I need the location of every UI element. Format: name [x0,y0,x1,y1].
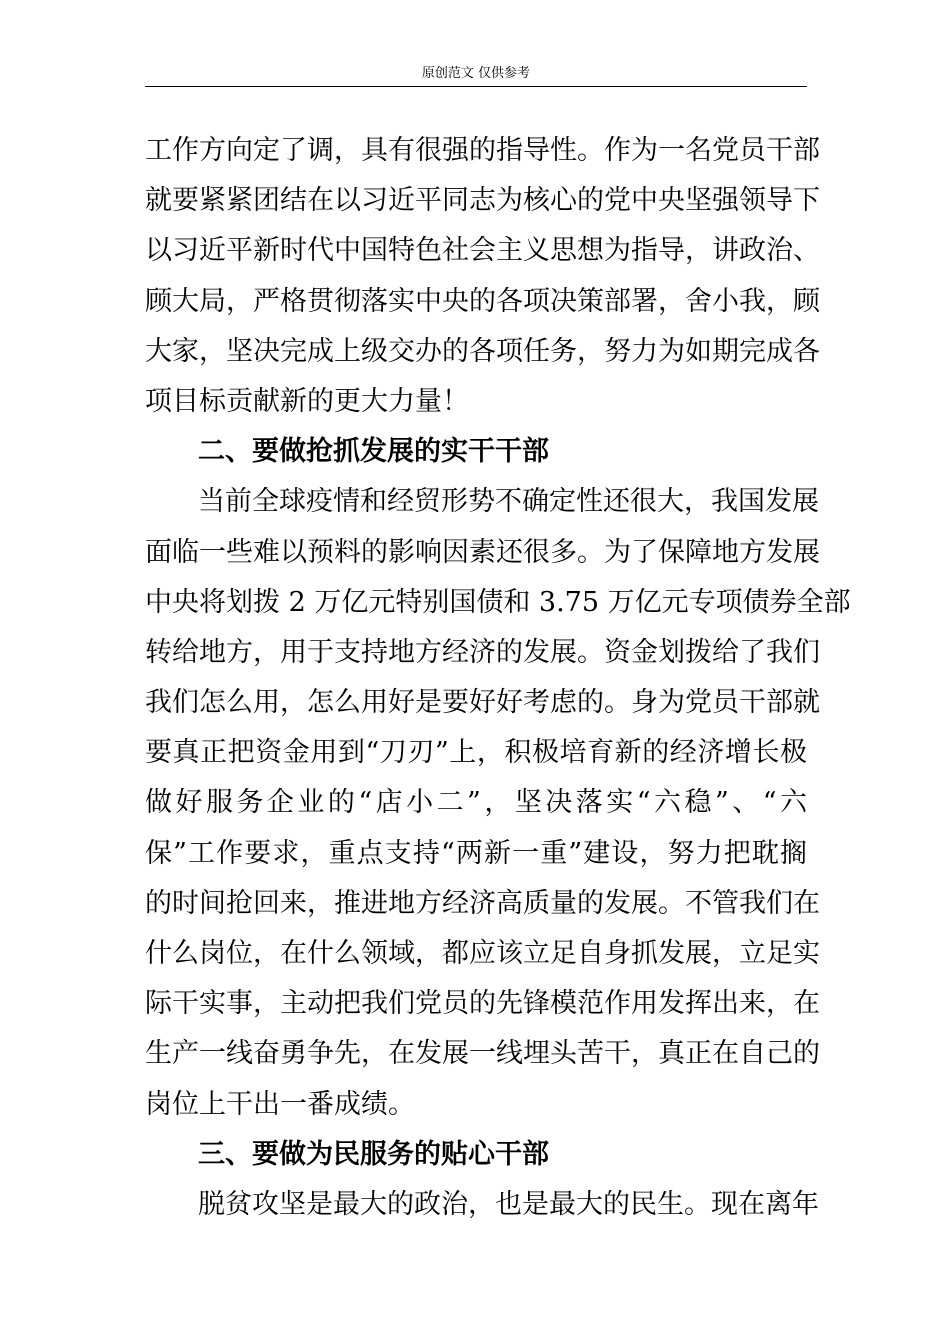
text-line: 脱贫攻坚是最大的政治，也是最大的民生。现在离年 [198,1188,819,1220]
text-line: 生产一线奋勇争先，在发展一线埋头苦干，真正在自己的 [145,1038,820,1070]
text-line: 的时间抢回来，推进地方经济高质量的发展。不管我们在 [145,887,820,919]
text-line: 岗位上干出一番成绩。 [145,1088,415,1120]
text-line: 顾大局，严格贯彻落实中央的各项决策部署，舍小我，顾 [145,285,820,317]
header-text: 原创范文 仅供参考 [421,66,531,81]
text-line: 项目标贡献新的更大力量！ [145,385,469,417]
text-line: 大家，坚决完成上级交办的各项任务，努力为如期完成各 [145,335,820,367]
document-body [145,126,851,1230]
section-heading: 三、要做为民服务的贴心干部 [198,1138,549,1170]
text-line: 工作方向定了调，具有很强的指导性。作为一名党员干部 [145,135,820,166]
page-header [145,62,807,87]
text-line: 什么岗位，在什么领域，都应该立足自身抓发展，立足实 [145,938,820,969]
section-heading: 二、要做抢抓发展的实干干部 [198,436,549,468]
text-line: 中央将划拨 2 万亿元特别国债和 3.75 万亿元专项债券全部 [145,586,851,618]
text-line: 要真正把资金用到“刀刃”上，积极培育新的经济增长极 [145,737,807,769]
text-line: 就要紧紧团结在以习近平同志为核心的党中央坚强领导下 [145,185,820,217]
text-line: 当前全球疫情和经贸形势不确定性还很大，我国发展 [198,486,819,518]
text-line: 我们怎么用，怎么用好是要好好考虑的。身为党员干部就 [145,687,820,719]
text-line: 面临一些难以预料的影响因素还很多。为了保障地方发展 [145,536,820,568]
text-line: 以习近平新时代中国特色社会主义思想为指导，讲政治、 [145,235,820,267]
text-line: 转给地方，用于支持地方经济的发展。资金划拨给了我们 [145,636,820,668]
text-line: 际干实事，主动把我们党员的先锋模范作用发挥出来，在 [145,988,820,1020]
text-line: 做好服务企业的“店小二”，坚决落实“六稳”、“六 [145,787,807,819]
text-line: 保”工作要求，重点支持“两新一重”建设，努力把耽搁 [145,837,807,869]
